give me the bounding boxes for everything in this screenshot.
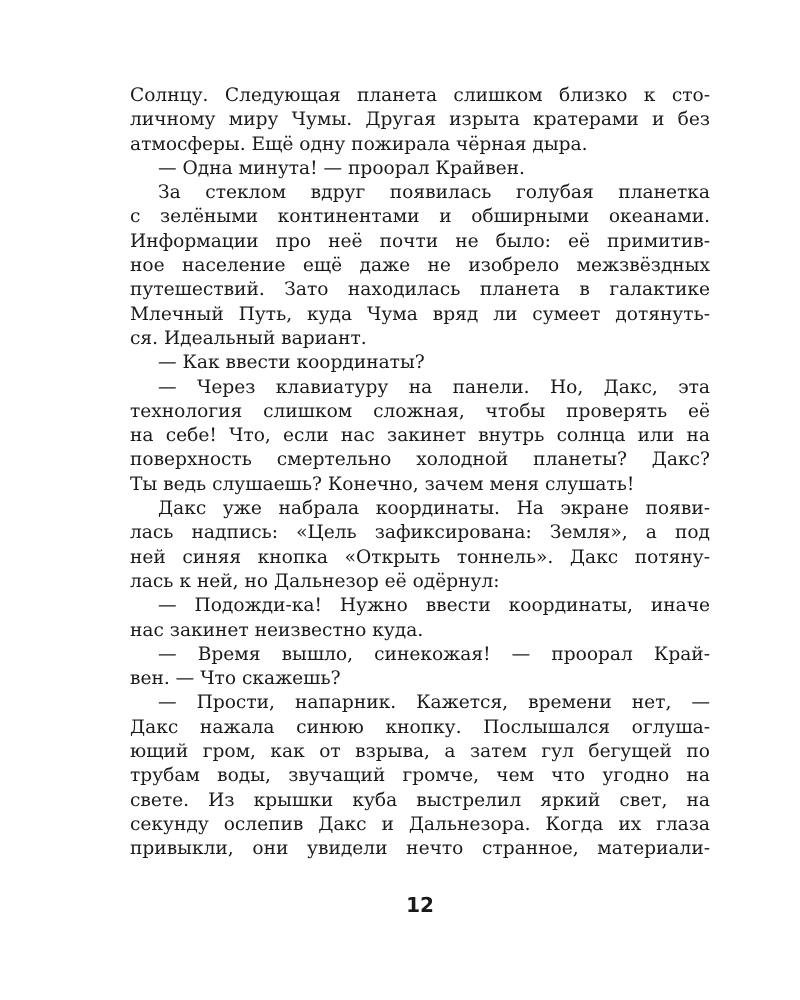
text-line: привыкли, они увидели нечто странное, материали- bbox=[130, 838, 710, 860]
text-line: ное население ещё даже не изобрело межзвёздных bbox=[130, 255, 710, 277]
text-line: ней синяя кнопка «Открыть тоннель». Дакс потяну- bbox=[130, 546, 710, 568]
text-line: свете. Из крышки куба выстрелил яркий свет, на bbox=[130, 789, 710, 811]
text-line: — Подожди-ка! Нужно ввести координаты, иначе bbox=[158, 595, 710, 617]
text-line: Дакс нажала синюю кнопку. Послышался оглуша- bbox=[130, 716, 710, 738]
text-line: Млечный Путь, куда Чума вряд ли сумеет дотянуть- bbox=[130, 303, 710, 325]
text-line: Солнцу. Следующая планета слишком близко к сто- bbox=[130, 85, 710, 106]
text-line: За стеклом вдруг появилась голубая планетка bbox=[158, 182, 710, 204]
text-line: — Через клавиатуру на панели. Но, Дакс, эта bbox=[158, 376, 710, 398]
text-line: с зелёными континентами и обширными океанами. bbox=[130, 206, 710, 228]
text-line: Информации про неё почти не было: её примитив- bbox=[130, 230, 710, 252]
text-line: Ты ведь слушаешь? Конечно, зачем меня слушать! bbox=[130, 473, 635, 495]
text-line: вен. — Что скажешь? bbox=[130, 668, 341, 690]
text-line: трубам воды, звучащий громче, чем что угодно на bbox=[130, 765, 710, 787]
text-line: нас закинет неизвестно куда. bbox=[130, 619, 424, 641]
text-line: — Время вышло, синекожая! — проорал Край- bbox=[158, 643, 710, 665]
text-line: ся. Идеальный вариант. bbox=[130, 327, 367, 349]
text-line: технология слишком сложная, чтобы проверять её bbox=[130, 400, 710, 422]
text-line: на себе! Что, если нас закинет внутрь солнца или на bbox=[130, 425, 710, 447]
text-line: лась к ней, но Дальнезор её одёрнул: bbox=[130, 570, 500, 592]
text-line: Дакс уже набрала координаты. На экране появи- bbox=[158, 498, 710, 520]
text-line: атмосферы. Ещё одну пожирала чёрная дыра. bbox=[130, 133, 588, 155]
page-body-text bbox=[130, 84, 710, 862]
text-line: — Одна минута! — проорал Крайвен. bbox=[158, 157, 525, 179]
text-line: ющий гром, как от взрыва, а затем гул бегущей по bbox=[130, 741, 710, 763]
page-number: 12 bbox=[406, 893, 434, 917]
text-line: личному миру Чумы. Другая изрыта кратерами и без bbox=[130, 109, 710, 131]
text-line: секунду ослепив Дакс и Дальнезора. Когда их глаза bbox=[130, 813, 710, 835]
text-line: лась надпись: «Цель зафиксирована: Земля», а под bbox=[130, 522, 710, 544]
text-line: — Прости, напарник. Кажется, времени нет, — bbox=[158, 692, 710, 714]
text-line: — Как ввести координаты? bbox=[158, 352, 425, 374]
text-line: путешествий. Зато находилась планета в галактике bbox=[130, 279, 710, 301]
text-line: поверхность смертельно холодной планеты? Дакс? bbox=[130, 449, 710, 471]
